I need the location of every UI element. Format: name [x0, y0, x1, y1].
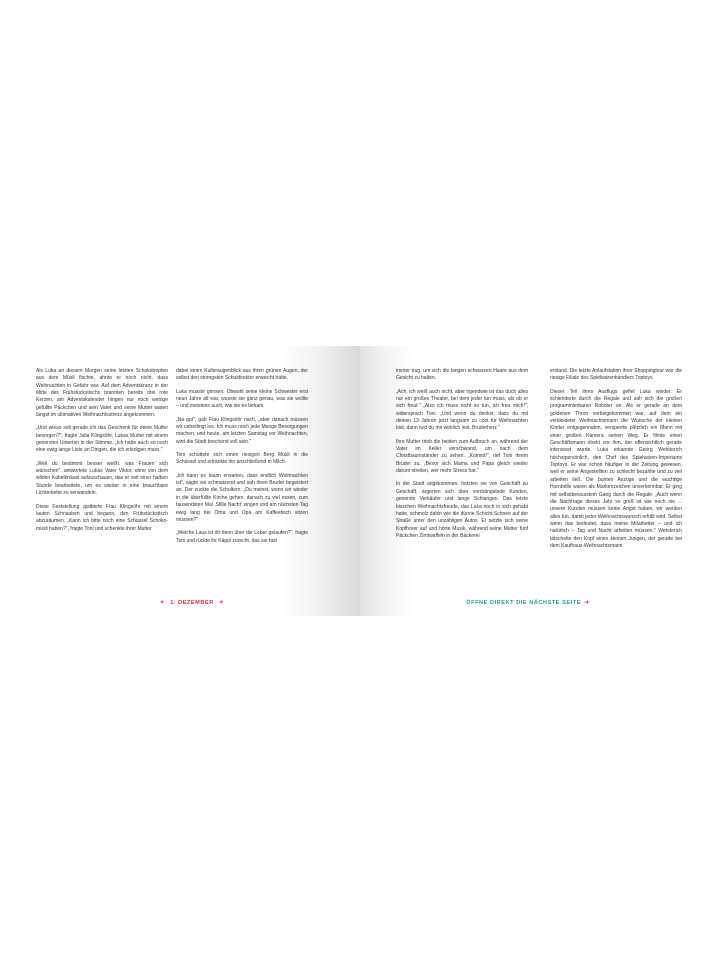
left-page — [24, 346, 360, 616]
paragraph: Toni schüttete sich einen riesigen Berg Müsli in die Schüssel und ertränkte ihn anschließend in Milch. — [176, 452, 308, 466]
paragraph: „Na gut", gab Frau Klingsöhr nach, „aber danach müssen wir unbedingt los. Ich muss noch jede Menge Besorgungen machen, und heute, am letzten Samstag vor Weihnachten, wird die Stadt brechend voll sein." — [176, 416, 308, 445]
paragraph: „Welche Laus ist dir denn über die Leber gelaufen?", fragte Toni und rückte ihr Käppi zurecht, das sie fast — [176, 530, 308, 544]
paragraph: „Weil du bestimmt besser weißt, was Frauen sich wünschen", antwortete Lukas Vater Viktor, ohne von dem wilden Kabelknäuel aufzuschauen, das er seit einer halben Stunde bearbeitete, um es wieder in eine brauchbare Lichterkette zu verwandeln. — [36, 460, 168, 497]
paragraph: dabei einen Kulleraugenblick aus ihren grünen Augen, der selbst den strengsten Schuldirektor erweicht hätte. — [176, 368, 308, 382]
paragraph: Als Luka an diesem Morgen seine letzten Schokotropfen aus dem Müsli fischte, ahnte er noch nicht, dass Weihnachten in Gefahr war. Auf dem Adventskranz in der Mitte des Frühstückstischs brannten bereits drei rote Kerzen, am Adventskalender hingen nur noch wenige gefüllte Päckchen und sein Vater und seine Mutter waren längst im ultimativen Weihnachtsstress angekommen. — [36, 368, 168, 419]
right-page — [360, 346, 696, 616]
right-page-column-2 — [550, 368, 682, 556]
arrow-right-icon: ➜ — [584, 600, 590, 606]
next-page-label: ÖFFNE DIREKT DIE NÄCHSTE SEITE — [466, 600, 582, 606]
next-page-link[interactable] — [360, 599, 696, 606]
paragraph: In der Stadt angekommen, hetzten sie von Geschäft zu Geschäft, ärgerten sich über vordrängelnde Kunden, genervte Verkäufer und lange Schlangen. Das letzte bisschen Weihnachtsfreude, das Luka noch in sich gehabt hatte, schmolz dahin wie die dünne Schicht Schnee auf der Straße unter den unzähligen Autos. Er setzte sich seine Kopfhörer auf und hörte Musik, während seine Mutter fünf Päckchen Zimtwaffeln in der Bäckerei — [396, 481, 528, 539]
star-icon: ✶ — [218, 600, 225, 606]
paragraph: „Ich kann es kaum erwarten, dass endlich Weihnachten ist", sagte sie schmatzend und sah ihren Bruder begeistert an. Der zuckte die Schultern. „Du meinst, wenn wir wieder in die überfüllte Kirche gehen, danach zu viel essen, zum tausendsten Mal ‚Stille Nacht' singen und am nächsten Tag ewig lang bei Oma und Opa am Kaffeetisch sitzen müssen?" — [176, 472, 308, 523]
footer-date-label: 1. DEZEMBER — [170, 600, 214, 606]
paragraph: Luka musste grinsen. Obwohl seine kleine Schwester erst neun Jahre alt war, wusste sie ganz genau, was sie wollte – und meistens auch, wie sie es bekam. — [176, 388, 308, 410]
page-footer-date — [24, 599, 360, 606]
paragraph: „Ach, ich weiß auch nicht, aber irgendwie ist das doch alles nur ein großes Theater, bei dem jeder tun muss, als ob er sich freut." „Also ich muss nicht so tun, ich freu mich!", widersprach Toni. „Und wenn du denkst, dass du mit deinen 13 Jahren jetzt langsam zu cool für Weihnachten bist, dann tust du mir wirklich leid, Bruderherz." — [396, 388, 528, 432]
paragraph: Dieser Teil ihres Ausflugs gefiel Luka wieder. Er schlenderte durch die Regale und sah sich die großen programmierbaren Roboter an. Als er gerade an dem goldenen Thron vorbeigekommen war, auf dem ein verkleideter Weihnachtsmann die Wünsche der kleinen Kinder entgegennahm, versperrte plötzlich ein Mann mit einer großen Kamera seinen Weg. Er filmte einen Geschäftsmann direkt vor ihm, der offensichtlich gerade interviewt wurde. Luka erkannte Georg Wenderich höchstpersönlich, den Chef des Spielwaren-Imperiums Toptoys. Er war schon häufiger in der Zeitung gewesen, weil er seine Angestellten zu schlecht bezahlte und zu viel arbeiten ließ. Die bunten Anzüge und die wuchtige Hornbrille waren als Markenzeichen unverkennbar. Er ging mit selbstbewusstem Gang durch die Regale: „Auch wenn die Nachfrage dieses Jahr so groß ist wie noch nie ... unsere Kunden müssen keine Angst haben, wir werden alles tun, damit jeder Weihnachtswunsch erfüllt wird. Selbst wenn das bedeutet, dass meine Mitarbeiter – und ich natürlich – Tag und Nacht arbeiten müssen." Wenderich tätschelte den Kopf eines kleinen Jungen, der gerade bei dem Kaufhaus-Weihnachtsmann — [550, 388, 682, 549]
left-page-column-2 — [176, 368, 308, 551]
paragraph: Diese Feststellung quittierte Frau Klingsöhr mit einem lauten Schnauben und begann, den Frühstückstisch abzuräumen. „Kann ich bitte noch eine Schüssel Schoko-müsli haben?", fragte Toni und schenkte ihrer Mutter — [36, 503, 168, 532]
paragraph: „Und wieso soll gerade ich das Geschenk für deine Mutter besorgen?", fragte Julia Klingsöhr, Lukas Mutter mit einem genervten Unterton in der Stimme. „Ich habe auch so noch eine ewig lange Liste an Dingen, die ich erledigen muss." — [36, 425, 168, 454]
paragraph: Ihre Mutter trieb die beiden zum Aufbruch an, während der Vater im Keller verschwand, um nach dem Christbaumständer zu sehen. „Kommt!", rief Toni ihrem Bruder zu. „Bevor sich Mama und Papa gleich wieder darum streiten, wer mehr Stress hat." — [396, 438, 528, 475]
left-page-column-1 — [36, 368, 168, 539]
paragraph: erstand. Die letzte Anlaufstation ihrer Shoppingtour war die riesige Filiale des Spielwarenhändlers Toptoys. — [550, 368, 682, 382]
paragraph: immer trug, um sich die langen schwarzen Haare aus dem Gesicht zu halten. — [396, 368, 528, 382]
book-spread — [24, 346, 696, 616]
star-icon: ✶ — [159, 600, 166, 606]
right-page-column-1 — [396, 368, 528, 546]
